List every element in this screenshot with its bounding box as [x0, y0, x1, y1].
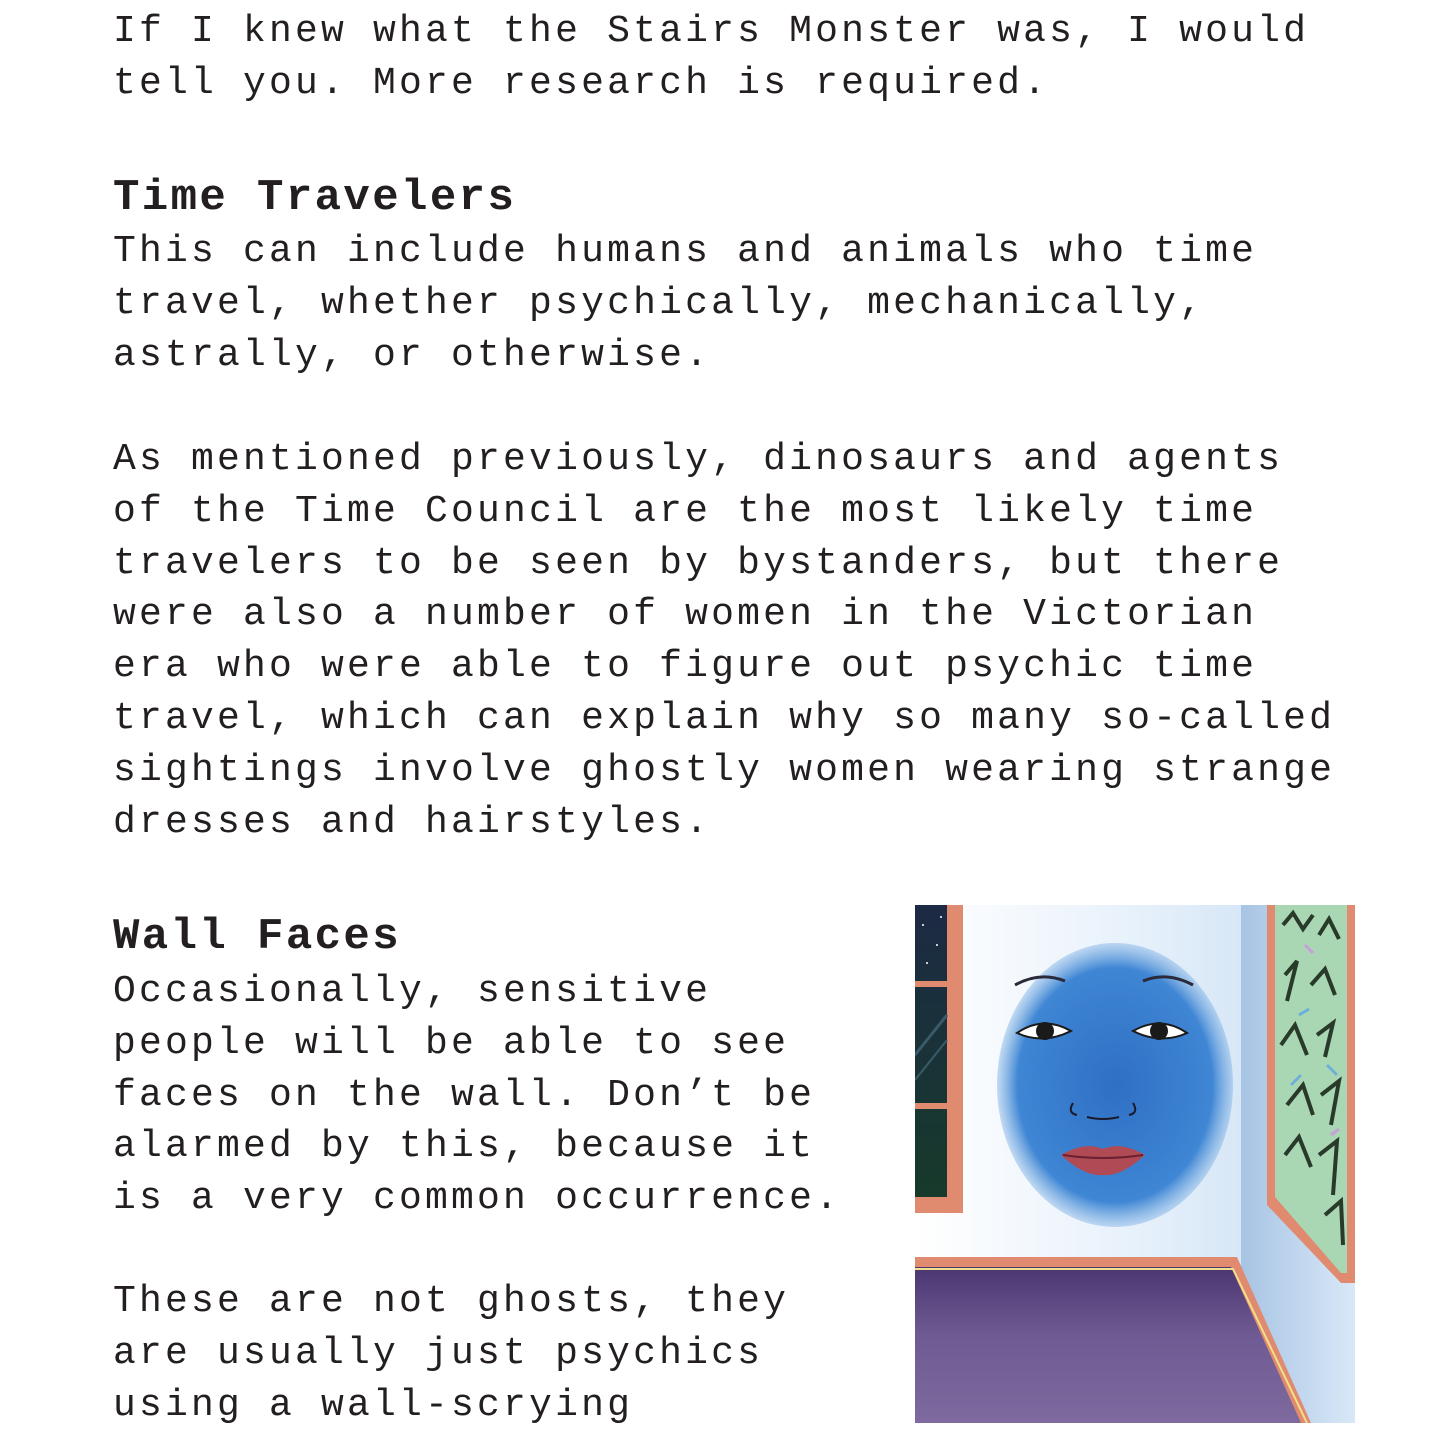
- text-line: are usually just psychics: [113, 1331, 764, 1375]
- text-line: travel, which can explain why so many so-called: [113, 696, 1336, 740]
- intro-paragraph: [113, 6, 1309, 110]
- wall-face-art: [915, 905, 1355, 1423]
- text-line: alarmed by this, because it: [113, 1125, 816, 1169]
- time-travelers-paragraph-2: [113, 434, 1335, 848]
- star: [936, 944, 938, 946]
- text-line: faces on the wall. Don’t be: [113, 1073, 816, 1117]
- text-line: tell you. More research is required.: [113, 61, 1050, 105]
- star: [940, 916, 942, 918]
- text-line: travelers to be seen by bystanders, but there: [113, 541, 1284, 585]
- text-line: Occasionally, sensitive: [113, 970, 712, 1013]
- text-line: As mentioned previously, dinosaurs and agents: [113, 438, 1284, 481]
- wall-faces-heading: Wall Faces: [113, 912, 402, 962]
- text-line: If I knew what the Stairs Monster was, I would: [113, 10, 1310, 53]
- text-line: sightings involve ghostly women wearing strange: [113, 748, 1336, 792]
- text-line: era who were able to figure out psychic time: [113, 645, 1258, 689]
- text-line: travel, whether psychically, mechanically,: [113, 281, 1206, 325]
- text-line: of the Time Council are the most likely time: [113, 489, 1258, 533]
- wall-faces-paragraph-1: [113, 966, 841, 1225]
- text-line: using a wall-scrying: [113, 1383, 634, 1427]
- pupil-left: [1036, 1022, 1054, 1040]
- text-line: These are not ghosts, they: [113, 1280, 790, 1323]
- floating-face: [997, 943, 1233, 1227]
- text-line: dresses and hairstyles.: [113, 800, 712, 844]
- wall-face-illustration: [915, 905, 1355, 1423]
- text-line: This can include humans and animals who time: [113, 230, 1258, 273]
- star: [922, 924, 924, 926]
- star: [926, 962, 928, 964]
- text-line: astrally, or otherwise.: [113, 333, 712, 377]
- time-travelers-paragraph-1: [113, 226, 1257, 381]
- time-travelers-heading: Time Travelers: [113, 173, 517, 223]
- wall-faces-paragraph-2: [113, 1276, 789, 1431]
- face-shape: [997, 943, 1233, 1227]
- text-line: people will be able to see: [113, 1021, 790, 1065]
- window-mullion: [915, 981, 947, 987]
- text-line: is a very common occurrence.: [113, 1177, 842, 1221]
- text-line: were also a number of women in the Victorian: [113, 593, 1258, 637]
- window-mullion: [915, 1103, 947, 1109]
- pupil-right: [1150, 1022, 1168, 1040]
